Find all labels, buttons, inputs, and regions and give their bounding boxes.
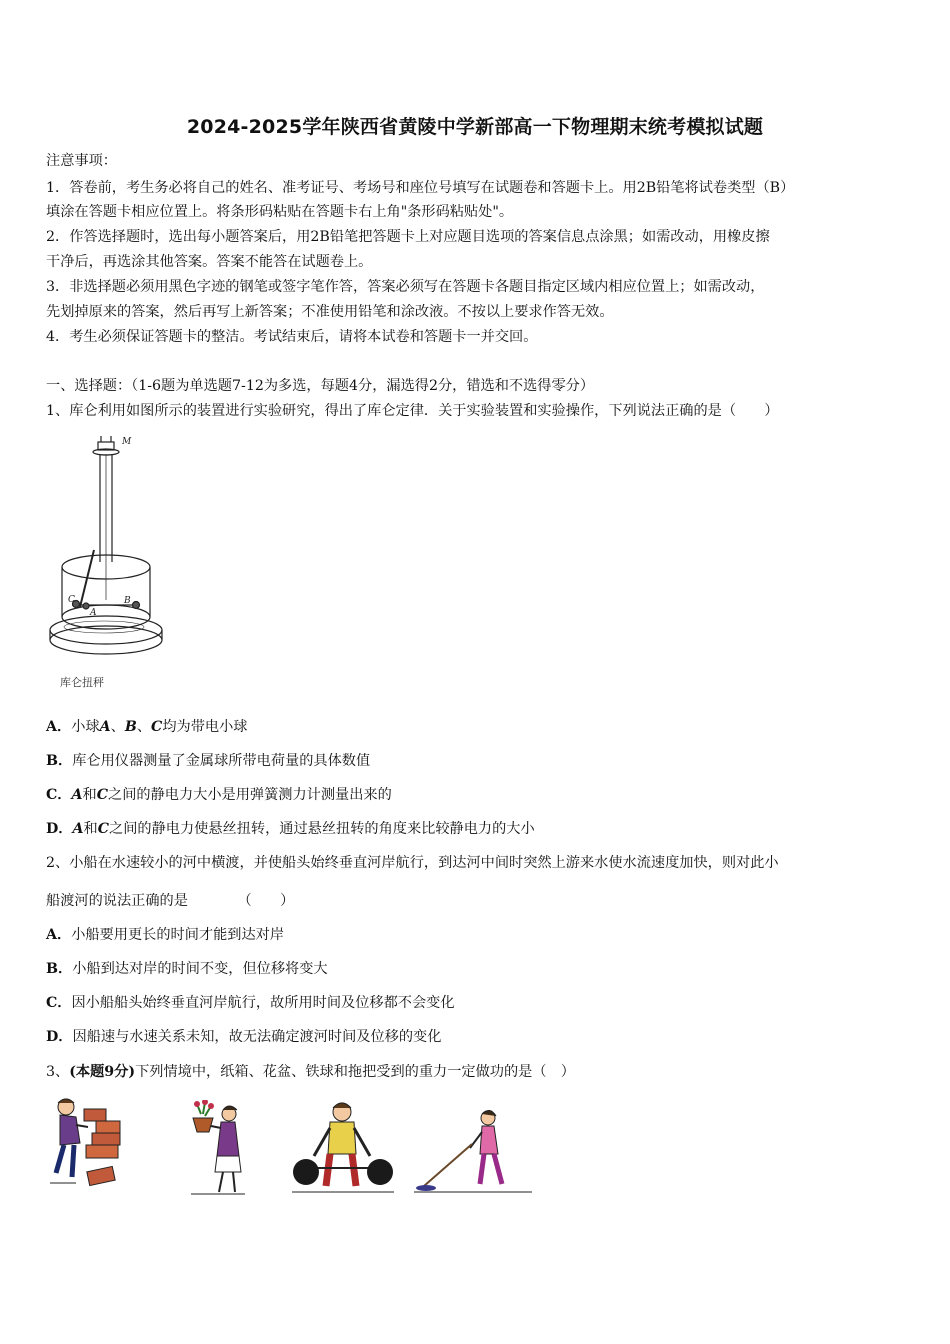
notice-line-2: 填涂在答题卡相应位置上。将条形码粘贴在答题卡右上角"条形码粘贴处"。 <box>46 204 514 220</box>
label-m: M <box>122 437 132 447</box>
q2-option-a: A．小船要用更长的时间才能到达对岸 <box>46 927 285 943</box>
coulomb-balance-figure <box>46 432 166 694</box>
notice-heading: 注意事项： <box>46 153 117 169</box>
figure-caption: 库仑扭秤 <box>60 676 104 689</box>
q1-option-b: B．库仑用仪器测量了金属球所带电荷量的具体数值 <box>46 753 371 769</box>
person-lifting-iron-ball-illustration <box>290 1098 396 1198</box>
q3-stem: 3、(本题9分)下列情境中，纸箱、花盆、铁球和拖把受到的重力一定做功的是（ ） <box>46 1064 575 1080</box>
label-b: B <box>124 596 131 606</box>
q2-option-d: D．因船速与水速关系未知，故无法确定渡河时间及位移的变化 <box>46 1029 442 1045</box>
notice-line-6: 先划掉原来的答案，然后再写上新答案；不准使用铅笔和涂改液。不按以上要求作答无效。 <box>46 304 614 320</box>
q2-stem-line-2: 船渡河的说法正确的是 （ ） <box>46 893 295 909</box>
notice-line-1: 1．答卷前，考生务必将自己的姓名、准考证号、考场号和座位号填写在试题卷和答题卡上。用2B铅笔将试卷类型（B） <box>46 180 795 196</box>
q1-option-a: A．小球A、B、C均为带电小球 <box>46 719 248 735</box>
q2-option-c: C．因小船船头始终垂直河岸航行，故所用时间及位移都不会变化 <box>46 995 455 1011</box>
notice-line-4: 干净后，再选涂其他答案。答案不能答在试题卷上。 <box>46 254 373 270</box>
notice-line-3: 2．作答选择题时，选出每小题答案后，用2B铅笔把答题卡上对应题目选项的答案信息点涂黑；如需改动，用橡皮擦 <box>46 229 770 245</box>
section-heading: 一、选择题：（1-6题为单选题7-12为多选，每题4分，漏选得2分，错选和不选得零分） <box>46 378 595 394</box>
notice-line-7: 4．考生必须保证答题卡的整洁。考试结束后，请将本试卷和答题卡一并交回。 <box>46 329 538 345</box>
notice-line-5: 3．非选择题必须用黑色字迹的钢笔或签字笔作答，答案必须写在答题卡各题目指定区域内相应位置上；如需改动， <box>46 279 765 295</box>
person-carrying-boxes-illustration <box>46 1095 136 1195</box>
q1-option-d: D．A和C之间的静电力使悬丝扭转，通过悬丝扭转的角度来比较静电力的大小 <box>46 821 535 837</box>
q2-stem-line-1: 2、小船在水速较小的河中横渡，并使船头始终垂直河岸航行，到达河中间时突然上游来水使水流速度加快，则对此小 <box>46 855 779 871</box>
q1-option-c: C．A和C之间的静电力大小是用弹簧测力计测量出来的 <box>46 787 392 803</box>
page-title: 2024-2025学年陕西省黄陵中学新部高一下物理期末统考模拟试题 <box>186 116 764 138</box>
q2-option-b: B．小船到达对岸的时间不变，但位移将变大 <box>46 961 328 977</box>
person-mopping-floor-illustration <box>414 1108 534 1196</box>
q1-stem: 1、库仑利用如图所示的装置进行实验研究，得出了库仑定律．关于实验装置和实验操作，下列说法正确的是（ ） <box>46 403 779 419</box>
person-holding-flowerpot-illustration <box>183 1100 248 1198</box>
label-a: A <box>90 608 97 618</box>
label-c: C <box>68 595 75 605</box>
